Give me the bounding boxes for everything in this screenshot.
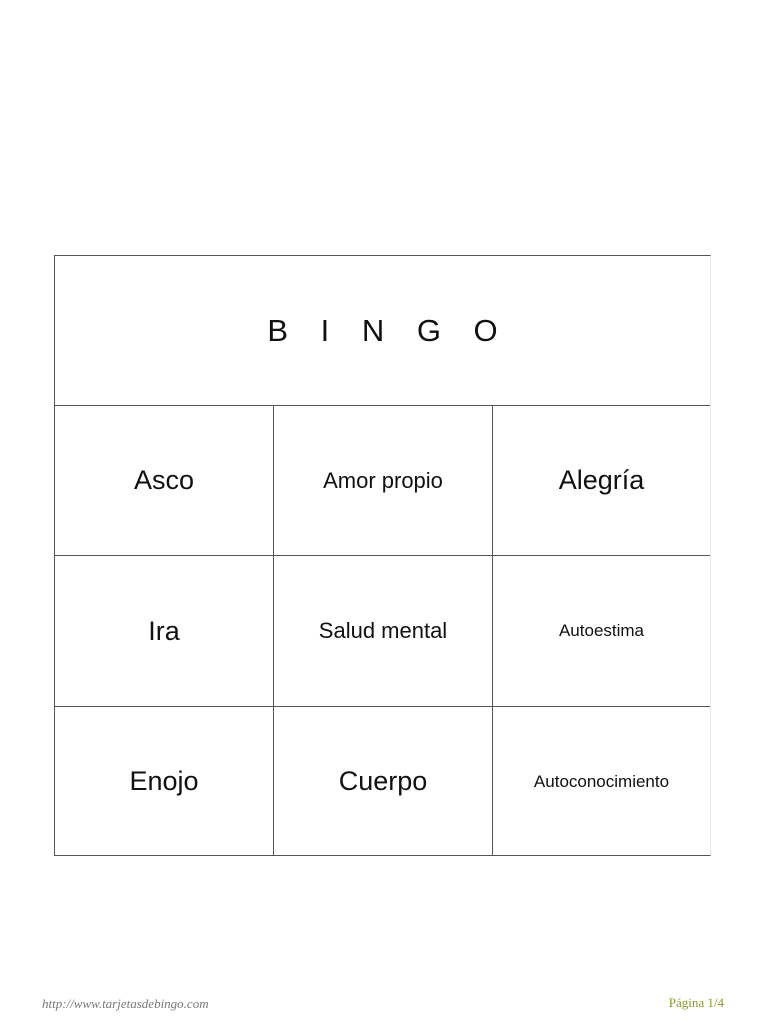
bingo-title-row xyxy=(55,256,710,406)
bingo-grid xyxy=(55,406,710,856)
bingo-cell: Amor propio xyxy=(274,406,493,556)
bingo-card xyxy=(54,255,711,856)
bingo-cell: Alegría xyxy=(493,406,710,556)
bingo-cell: Autoconocimiento xyxy=(533,771,670,791)
bingo-cell: Autoestima xyxy=(493,556,710,707)
bingo-cell: Salud mental xyxy=(274,556,493,707)
bingo-cell: Cuerpo xyxy=(274,707,493,856)
bingo-title: B I N G O xyxy=(267,312,510,348)
footer-url: http://www.tarjetasdebingo.com xyxy=(42,996,209,1011)
bingo-cell: Ira xyxy=(55,556,274,707)
bingo-cell: Asco xyxy=(55,406,274,556)
page-number: Página 1/4 xyxy=(668,995,724,1010)
bingo-cell: Enojo xyxy=(55,707,274,856)
